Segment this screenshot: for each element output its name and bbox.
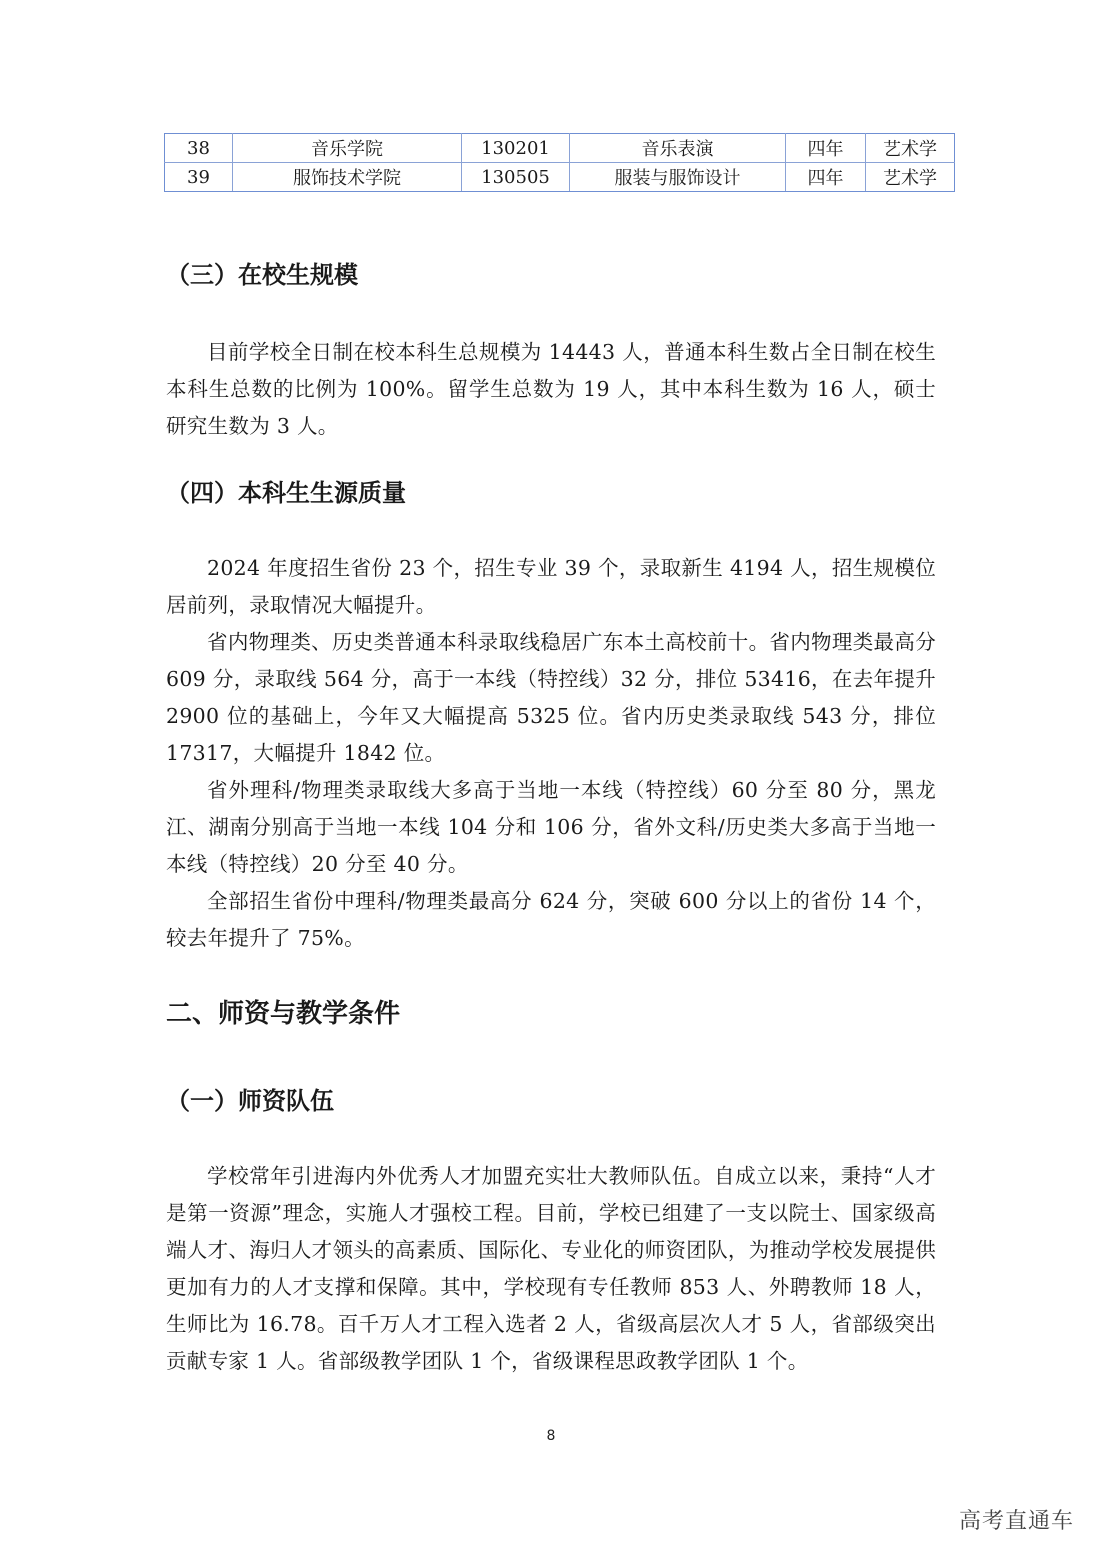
chapter-heading-faculty-conditions: 二、师资与教学条件 [166, 999, 401, 1029]
table-cell-major-name: 服装与服饰设计 [570, 163, 786, 192]
paragraph: 省外理科/物理类录取线大多高于当地一本线（特控线）60 分至 80 分，黑龙江、湖南分别高于当地一本线 104 分和 106 分，省外文科/历史类大多高于当地一本线（特控线）20 分至 40 分。 [166, 778, 936, 876]
table-cell-discipline: 艺术学 [866, 134, 955, 163]
table-cell-college: 音乐学院 [233, 134, 462, 163]
paragraph: 省内物理类、历史类普通本科录取线稳居广东本土高校前十。省内物理类最高分 609 分，录取线 564 分，高于一本线（特控线）32 分，排位 53416，在去年提升 2900 位的基础上，今年又大幅提高 5325 位。省内历史类录取线 543 分，排位 17317，大幅提升 1842 位。 [166, 630, 936, 765]
table-cell-duration: 四年 [786, 163, 866, 192]
major-table [164, 133, 955, 192]
table-cell-duration: 四年 [786, 134, 866, 163]
table-cell-number: 39 [165, 163, 233, 192]
section-heading-student-scale: （三）在校生规模 [166, 261, 358, 289]
paragraph: 全部招生省份中理科/物理类最高分 624 分，突破 600 分以上的省份 14 个，较去年提升了 75%。 [166, 889, 936, 950]
table-row [165, 163, 955, 192]
section-body-student-scale [166, 334, 936, 445]
table-row [165, 134, 955, 163]
section-body-faculty [166, 1158, 936, 1380]
table-cell-major-code: 130505 [462, 163, 570, 192]
table-cell-number: 38 [165, 134, 233, 163]
paragraph: 学校常年引进海内外优秀人才加盟充实壮大教师队伍。自成立以来，秉持“人才是第一资源”理念，实施人才强校工程。目前，学校已组建了一支以院士、国家级高端人才、海归人才领头的高素质、国际化、专业化的师资团队，为推动学校发展提供更加有力的人才支撑和保障。其中，学校现有专任教师 853 人、外聘教师 18 人，生师比为 16.78。百千万人才工程入选者 2 人，省级高层次人才 5 人，省部级突出贡献专家 1 人。省部级教学团队 1 个，省级课程思政教学团队 1 个。 [166, 1164, 936, 1373]
section-heading-faculty: （一）师资队伍 [166, 1087, 334, 1115]
section-body-student-quality [166, 550, 936, 957]
table-cell-college: 服饰技术学院 [233, 163, 462, 192]
paragraph: 2024 年度招生省份 23 个，招生专业 39 个，录取新生 4194 人，招生规模位居前列，录取情况大幅提升。 [166, 556, 936, 617]
table-cell-major-code: 130201 [462, 134, 570, 163]
table-cell-major-name: 音乐表演 [570, 134, 786, 163]
paragraph: 目前学校全日制在校本科生总规模为 14443 人，普通本科生数占全日制在校生本科生总数的比例为 100%。留学生总数为 19 人，其中本科生数为 16 人，硕士研究生数为 3 人。 [166, 340, 936, 438]
page-number: 8 [546, 1428, 556, 1444]
watermark-text: 高考直通车 [958, 1509, 1074, 1534]
section-heading-student-quality: （四）本科生生源质量 [166, 479, 406, 507]
table-cell-discipline: 艺术学 [866, 163, 955, 192]
